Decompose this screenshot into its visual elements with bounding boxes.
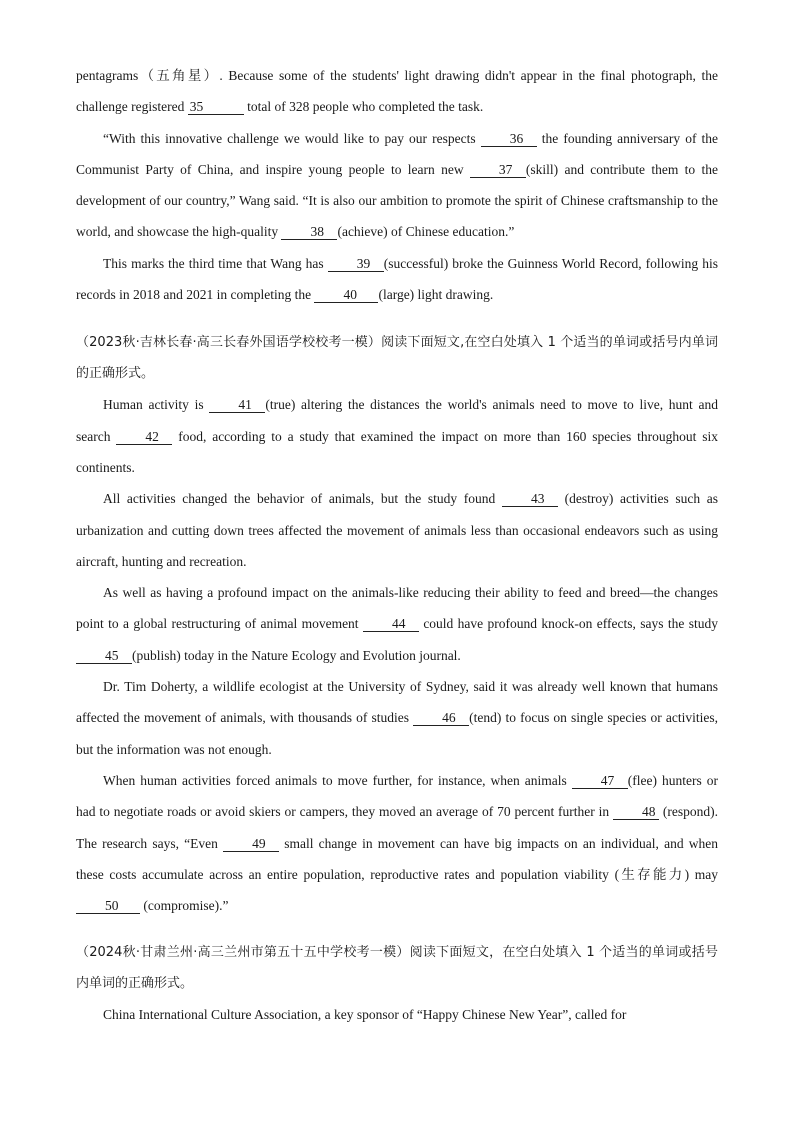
text: “With this innovative challenge we would like to pay our respects — [103, 130, 481, 146]
text: All activities changed the behavior of animals, but the study found — [103, 491, 502, 507]
text: pentagrams（五角星）. Because some of the students' light drawing didn't appear in the final photograph, the challenge registered — [76, 68, 718, 115]
spacer — [76, 921, 718, 937]
blank-50[interactable]: 50 — [76, 898, 140, 914]
paragraph-41-42 — [76, 389, 718, 483]
text: (tend) to focus on single species or activities, but the information was not enough. — [76, 710, 718, 757]
paragraph-36-38 — [76, 123, 718, 248]
blank-36[interactable]: 36 — [481, 131, 537, 147]
text: Human activity is — [103, 397, 210, 413]
text: As well as having a profound impact on the animals-like reducing their ability to feed and breed—the changes point to a global restructuring of animal movement — [76, 585, 718, 632]
section-header-2023: （2023秋·吉林长春·高三长春外国语学校校考一模）阅读下面短文,在空白处填入 1 个适当的单词或括号内单词的正确形式。 — [76, 335, 718, 382]
text: (publish) today in the Nature Ecology and Evolution journal. — [132, 647, 461, 663]
paragraph-2024-intro — [76, 999, 718, 1030]
paragraph-39-40 — [76, 248, 718, 311]
blank-38[interactable]: 38 — [281, 224, 337, 240]
document-page — [76, 60, 718, 1031]
text: food, according to a study that examined the impact on more than 160 species throughout six continents. — [76, 428, 718, 475]
blank-49[interactable]: 49 — [223, 836, 279, 852]
blank-41[interactable]: 41 — [209, 397, 265, 413]
text: could have profound knock-on effects, says the study — [418, 616, 718, 632]
blank-39[interactable]: 39 — [328, 256, 384, 272]
text: This marks the third time that Wang has — [103, 255, 328, 271]
text: (compromise).” — [140, 898, 229, 914]
text: Dr. Tim Doherty, a wildlife ecologist at the University of Sydney, said it was already well known that humans affected the movement of animals, with thousands of studies — [76, 679, 718, 726]
blank-45[interactable]: 45 — [76, 648, 132, 664]
paragraph-44-45 — [76, 577, 718, 671]
text: (destroy) activities such as urbanization and cutting down trees affected the movement of animals less than occasional endeavors such as using aircraft, hunting and recreation. — [76, 491, 718, 569]
spacer — [76, 310, 718, 327]
blank-46[interactable]: 46 — [413, 710, 469, 726]
text: (flee) hunters or had to negotiate roads or avoid skiers or campers, they moved an average of 70 percent further in — [76, 772, 719, 820]
blank-40[interactable]: 40 — [314, 287, 378, 303]
blank-35[interactable]: 35 — [188, 99, 244, 115]
paragraph-43 — [76, 483, 718, 577]
section-header-2024: （2024秋·甘肃兰州·高三兰州市第五十五中学校考一模）阅读下面短文，在空白处填入 1 个适当的单词或括号内单词的正确形式。 — [76, 945, 718, 992]
text: When human activities forced animals to move further, for instance, when animals — [103, 772, 572, 788]
text: small change in movement can have big impacts on an individual, and when these costs accumulate across an entire population, reproductive rates and population viability (生存能力) may — [76, 835, 719, 882]
paragraph-47-50 — [76, 765, 718, 921]
paragraph-46 — [76, 671, 718, 765]
text: (successful) broke the Guinness World Record, following his records in 2018 and 2021 in completing the — [76, 255, 718, 303]
blank-47[interactable]: 47 — [572, 773, 628, 789]
text: (respond). The research says, “Even — [76, 804, 719, 851]
blank-48[interactable]: 48 — [613, 804, 659, 820]
text: total of 328 people who completed the task. — [243, 99, 484, 115]
text: the founding anniversary of the Communist Party of China, and inspire young people to learn new — [76, 130, 719, 177]
text: (true) altering the distances the world's animals need to move to live, hunt and search — [76, 397, 718, 444]
blank-44[interactable]: 44 — [363, 616, 419, 632]
text: (skill) and contribute them to the development of our country,” Wang said. “It is also our ambition to promote the spirit of Chinese craftsmanship to the world, and showcase the high-quality — [76, 161, 718, 240]
blank-37[interactable]: 37 — [470, 162, 526, 178]
blank-42[interactable]: 42 — [116, 429, 172, 445]
paragraph-35 — [76, 60, 718, 123]
text: (achieve) of Chinese education.” — [337, 224, 515, 240]
text: China International Culture Association, a key sponsor of “Happy Chinese New Year”, called for — [103, 1007, 627, 1023]
text: (large) light drawing. — [378, 287, 494, 303]
blank-43[interactable]: 43 — [502, 491, 558, 507]
